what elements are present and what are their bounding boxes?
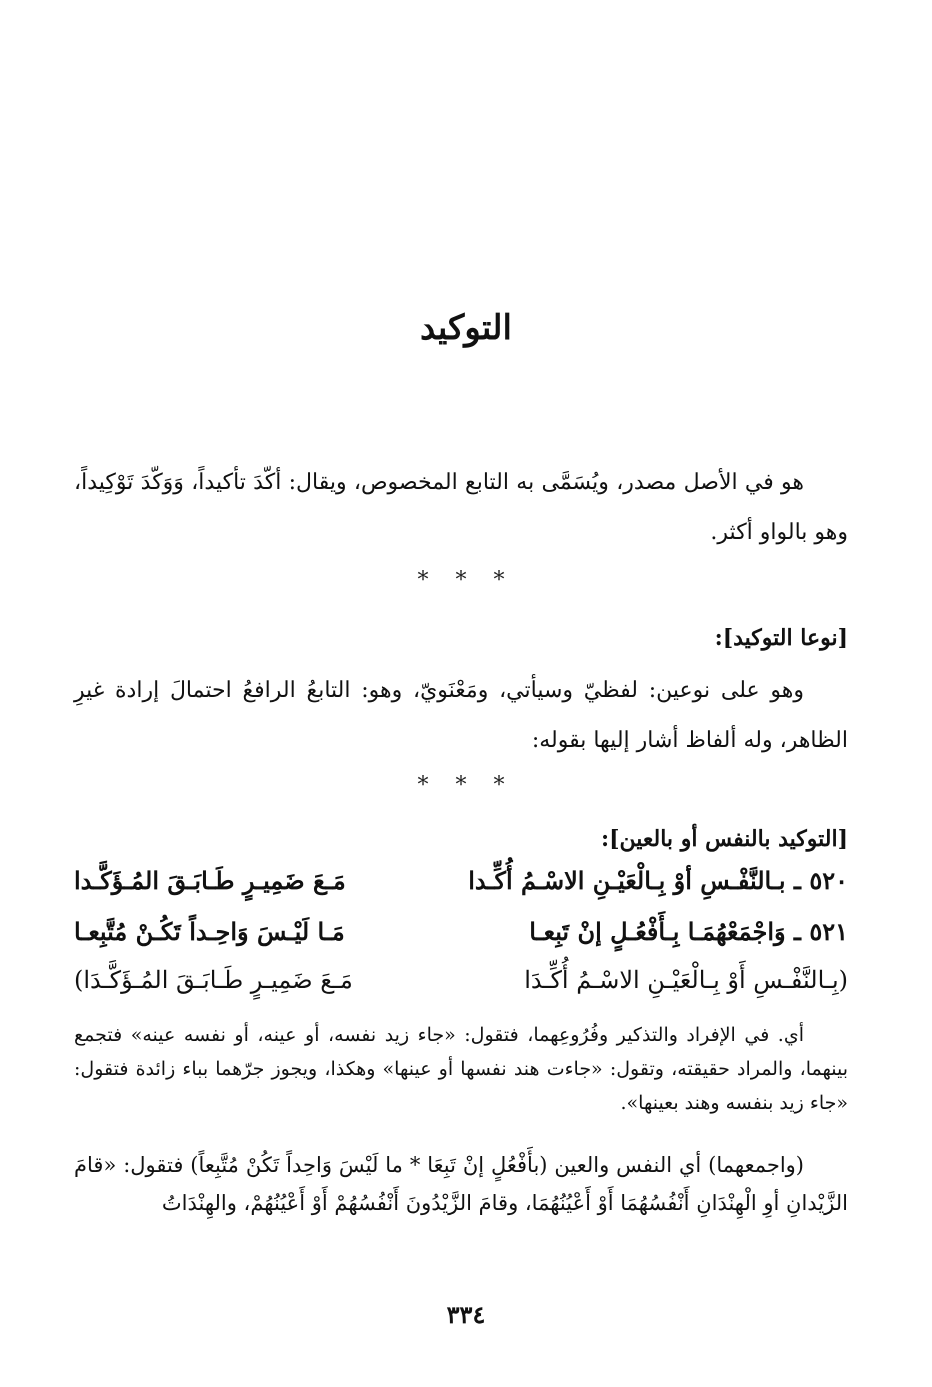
verse-second-hemistich: مَـا لَيْـسَ وَاحِـداً تَكُـنْ مُتَّبِعـا [74, 917, 345, 946]
verse-first-hemistich: (بِـالنَّفْـسِ أَوْ بِـالْعَيْـنِ الاسْـمُ أُكِّـدَا [524, 966, 848, 994]
page-number: ٣٣٤ [446, 1300, 486, 1329]
verse-second-hemistich: مَـعَ ضَمِيـرٍ طَـابَـقَ المُـؤَكَّـدا [74, 866, 346, 895]
verse-line [74, 917, 848, 961]
verse-line [74, 966, 848, 1010]
separator-stars: * * * [417, 568, 515, 593]
section-heading-types: [نوعا التوكيد]: [714, 625, 848, 651]
page-title: التوكيد [420, 308, 512, 348]
types-paragraph: وهو على نوعين: لفظيّ وسيأتي، ومَعْنَويّ، وهو: التابعُ الرافعُ احتمالَ إرادة غيرِ الظاهر، وله ألفاظ أشار إليها بقوله: [74, 678, 848, 753]
verse-line [74, 866, 848, 910]
verse-first-hemistich: ٥٢١ ـ وَاجْمَعْهُمَـا بِـأَفْعُـلٍ إنْ تَبِعـا [529, 917, 848, 946]
commentary-paragraph: أي. في الإفراد والتذكير وفُرُوعِهما، فتقول: «جاء زيد نفسه، أو عينه، أو نفسه عينه» فتجمع بينهما، والمراد حقيقته، وتقول: «جاءت هند نفسها أو عينها» وهكذا، ويجوز جرّهما بباء زائدة فتقول: «جاء زيد بنفسه وهند بعينها». [74, 1024, 848, 1114]
intro-paragraph: هو في الأصل مصدر، ويُسَمَّى به التابع المخصوص، ويقال: أكّدَ تأكيداً، وَوَكّدَ تَوْكِيداً، وهو بالواو أكثر. [74, 470, 848, 545]
separator-stars: * * * [417, 773, 515, 798]
section-heading-nafs-ayn: [التوكيد بالنفس أو بالعين]: [600, 826, 848, 852]
verse-second-hemistich: مَـعَ ضَمِيـرٍ طَـابَـقَ المُـؤَكَّـدَا) [74, 966, 353, 994]
verse-first-hemistich: ٥٢٠ ـ بـالنَّفْـسِ أوْ بِـالْعَيْـنِ الاسْـمُ أُكِّـدا [468, 866, 848, 895]
commentary-paragraph-2: (واجمعهما) أي النفس والعين (بأَفْعُلٍ إنْ تَبِعَا * ما لَيْسَ وَاحِداً تَكُنْ مُتَّبِعاً) فتقول: «قامَ الزَّيْدانِ أوِ الْهِنْدَانِ أَنْفُسُهُمَا أَوْ أَعْيُنُهُمَا، وقامَ الزَّيْدُونَ أَنْفُسُهُمْ أَوْ أَعْيُنُهُمْ، والهِنْدَاتُ [74, 1153, 848, 1215]
